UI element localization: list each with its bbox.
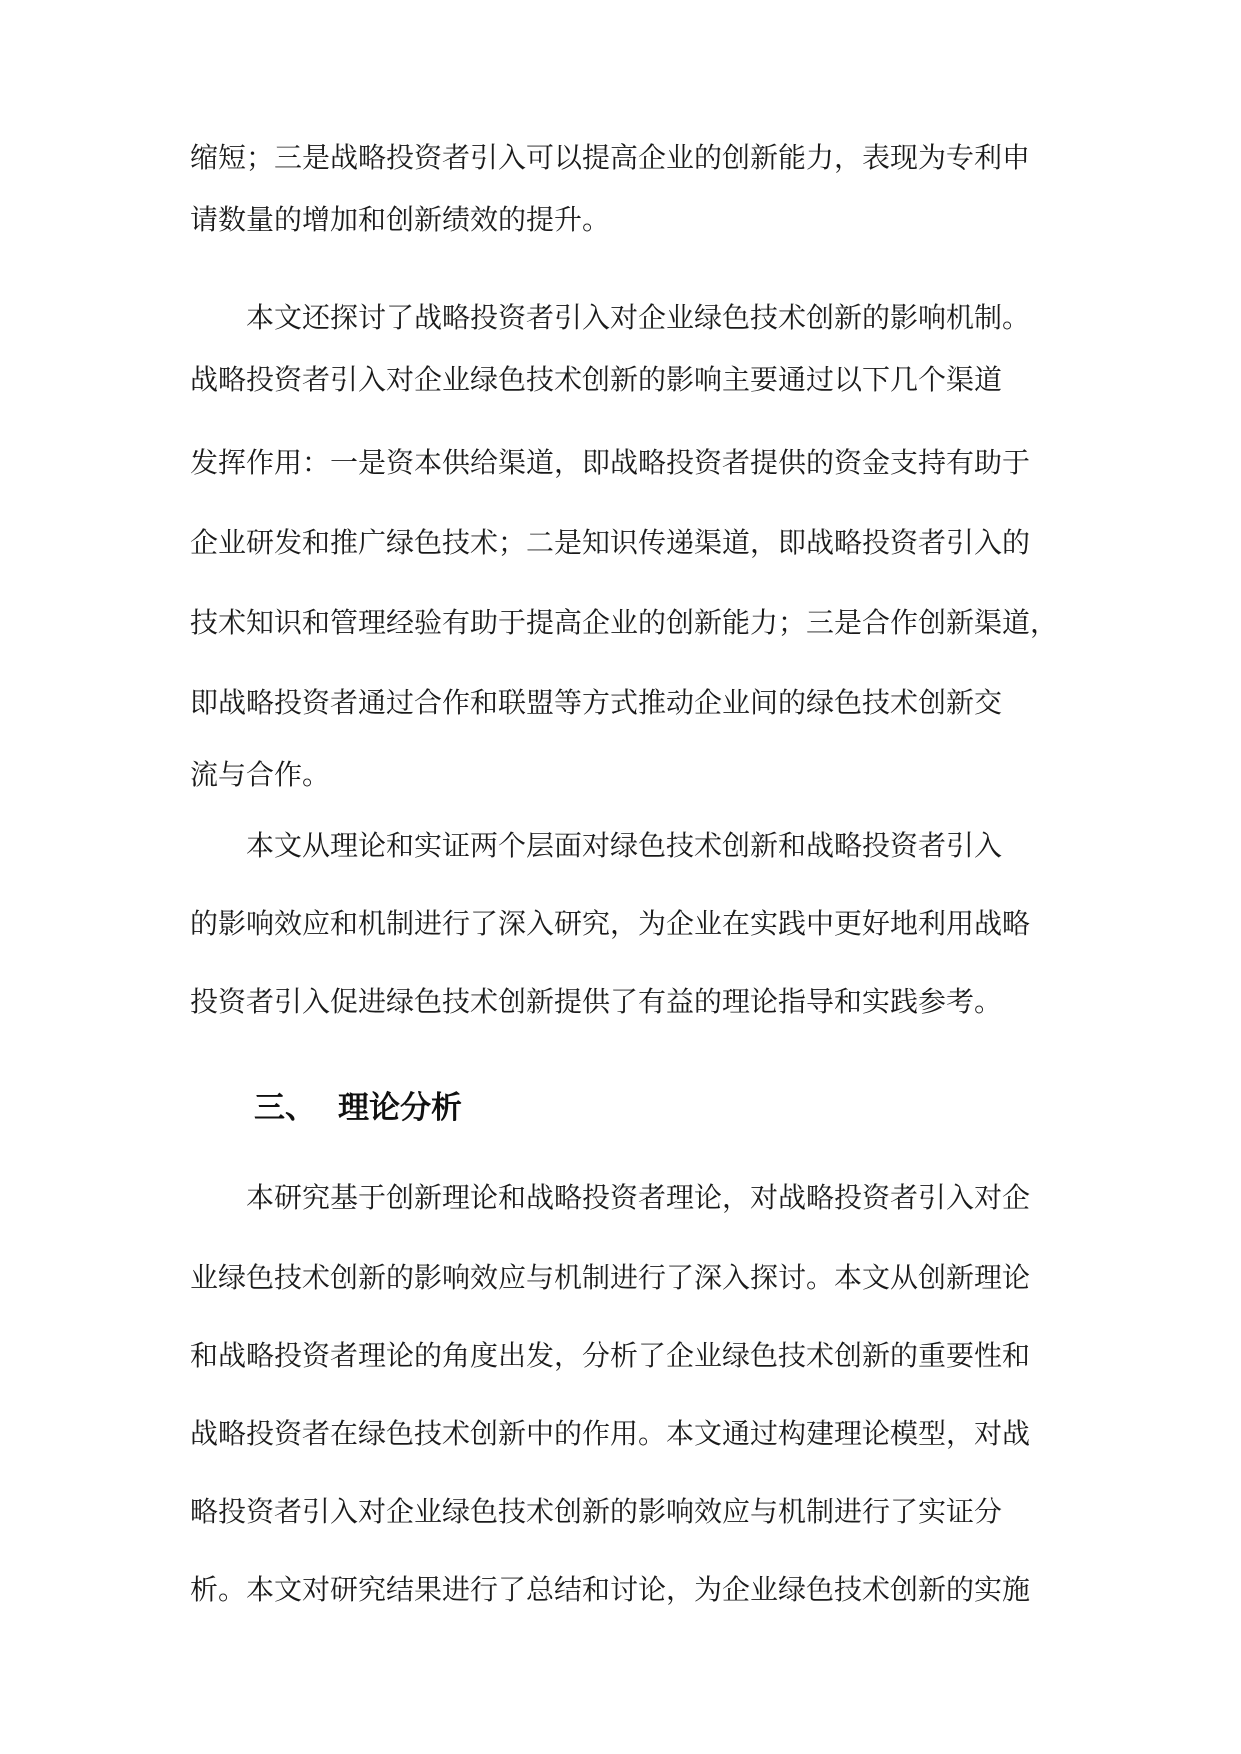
paragraph-2-line-7: 流与合作。 xyxy=(190,758,331,791)
paragraph-2-line-6: 即战略投资者通过合作和联盟等方式推动企业间的绿色技术创新交 xyxy=(190,686,1003,719)
paragraph-3-line-3: 投资者引入促进绿色技术创新提供了有益的理论指导和实践参考。 xyxy=(190,985,1003,1018)
section-number: 三、 xyxy=(254,1090,316,1126)
section-heading xyxy=(254,1088,462,1128)
paragraph-2-line-4: 企业研发和推广绿色技术；二是知识传递渠道，即战略投资者引入的 xyxy=(190,526,1031,559)
paragraph-1-line-1: 缩短；三是战略投资者引入可以提高企业的创新能力，表现为专利申 xyxy=(190,141,1031,174)
paragraph-3-line-2: 的影响效应和机制进行了深入研究，为企业在实践中更好地利用战略 xyxy=(190,907,1031,940)
paragraph-2-line-2: 战略投资者引入对企业绿色技术创新的影响主要通过以下几个渠道 xyxy=(190,363,1003,396)
paragraph-4-line-2: 业绿色技术创新的影响效应与机制进行了深入探讨。本文从创新理论 xyxy=(190,1261,1031,1294)
paragraph-1-line-2: 请数量的增加和创新绩效的提升。 xyxy=(190,203,611,236)
paragraph-2-line-3: 发挥作用：一是资本供给渠道，即战略投资者提供的资金支持有助于 xyxy=(190,446,1031,479)
section-title: 理论分析 xyxy=(338,1090,462,1126)
paragraph-4-line-3: 和战略投资者理论的角度出发，分析了企业绿色技术创新的重要性和 xyxy=(190,1339,1031,1372)
paragraph-4-line-5: 略投资者引入对企业绿色技术创新的影响效应与机制进行了实证分 xyxy=(190,1495,1003,1528)
paragraph-2-line-1: 本文还探讨了战略投资者引入对企业绿色技术创新的影响机制。 xyxy=(246,301,1031,334)
paragraph-2-line-5: 技术知识和管理经验有助于提高企业的创新能力；三是合作创新渠道， xyxy=(190,606,1059,639)
paragraph-4-line-4: 战略投资者在绿色技术创新中的作用。本文通过构建理论模型，对战 xyxy=(190,1417,1031,1450)
paragraph-3-line-1: 本文从理论和实证两个层面对绿色技术创新和战略投资者引入 xyxy=(246,829,1003,862)
paragraph-4-line-1: 本研究基于创新理论和战略投资者理论，对战略投资者引入对企 xyxy=(246,1181,1031,1214)
paragraph-4-line-6: 析。本文对研究结果进行了总结和讨论，为企业绿色技术创新的实施 xyxy=(190,1573,1031,1606)
